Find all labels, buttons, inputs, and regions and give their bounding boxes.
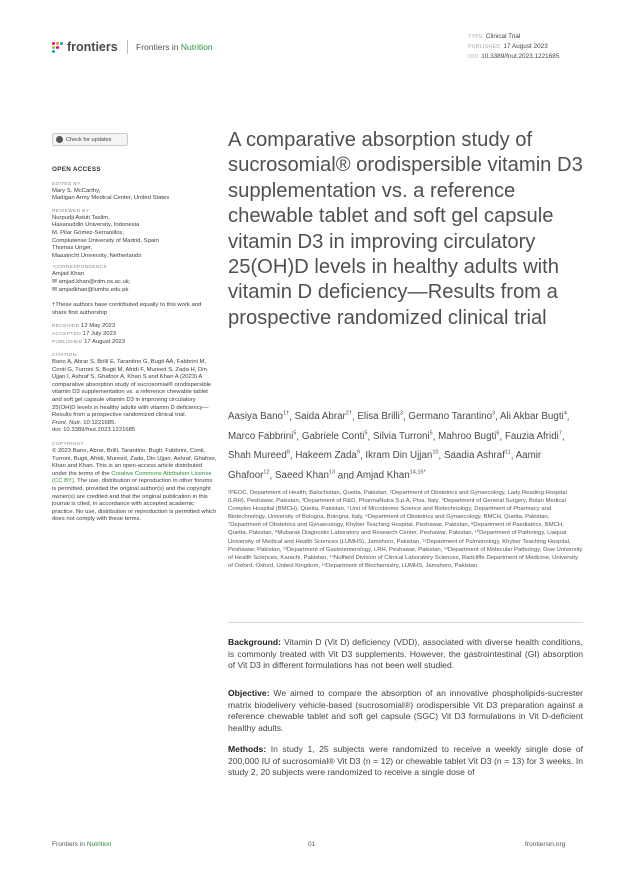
- published-date: 17 August 2023: [84, 338, 126, 345]
- author-affiliation-marker: 5: [429, 430, 433, 437]
- reviewer-affiliation: Maastricht University, Netherlands: [52, 252, 142, 259]
- footer-site-link[interactable]: frontiersin.org: [525, 841, 566, 848]
- sidebar-info: [52, 166, 217, 524]
- affiliations: ¹PEOC, Department of Health, Balochistan, Quetta, Pakistan, ²Department of Obstetrics and Gynaecology, Lady Reading Hospital (LRH), Peshawar, Pakistan, ³Department of R&D, PharmaNutra S.p.A, Pisa, Italy, ⁴Department of General Surgery, Bolan Medical Complex Hospital (BMCH), Quetta, Pakistan, ⁵Unit of Microbiome Science and Biotechnology, Department of Pharmacy and Biotechnology, University of Bologna, Bologna, Italy, ⁶Department of Obstetrics and Gynaecology, BMCH, Quetta, Pakistan, ⁷Department of Obstetrics and Gynaecology, Khyber Teaching Hospital, Peshawar, Pakistan, ⁸Department of Paediatrics, BMCH, Quetta, Pakistan, ⁹Mubarak Diagnostic Laboratory and Research Center, Peshawar, Pakistan, ¹⁰Department of Pathology, Liaquat University of Medical and Health Sciences (LUMHS), Jamshoro, Pakistan, ¹¹Department of Pulmonology, Khyber Teaching Hospital, Peshawar, Pakistan, ¹²Department of Gastroenterology, LRH, Peshawar, Pakistan, ¹³Department of Molecular Pathology, Dow University of Health Sciences, Karachi, Pakistan, ¹⁴Nuffield Division of Clinical Laboratory Sciences, Radcliffe Department of Medicine, University of Oxford, Oxford, United Kingdom, ¹⁵Department of Biochemistry, LUMHS, Jamshoro, Pakistan: [228, 490, 583, 569]
- email-link[interactable]: amjad.khan@rdm.ox.ac.uk;: [58, 278, 131, 285]
- abstract-objective: [228, 688, 583, 734]
- author-affiliation-marker: 8: [286, 450, 290, 457]
- reviewer-name: M. Pilar Gómez-Serranillos,: [52, 229, 125, 236]
- author-affiliation-marker: 13: [328, 469, 336, 476]
- author-name: Saeed Khan$^{13}$: [274, 469, 336, 481]
- email-link[interactable]: amjadkhan@lumhs.edu.pk: [58, 286, 129, 293]
- author-name: Germano Tarantino$^3$: [408, 411, 496, 423]
- footer-journal: [52, 841, 111, 848]
- author-affiliation-marker: 9: [356, 450, 360, 457]
- footer-journal-name: Nutrition: [86, 841, 112, 848]
- accepted-date: 17 July 2023: [82, 330, 117, 337]
- type-label: TYPE: [468, 34, 483, 40]
- edited-by-label: EDITED BY: [52, 181, 81, 187]
- header-divider: [127, 40, 128, 54]
- page-number: 01: [308, 841, 316, 848]
- doi-label: DOI: [468, 54, 479, 60]
- author-name: Aasiya Bano$^{1\dagger}$: [228, 411, 290, 423]
- reviewed-by-label: REVIEWED BY: [52, 208, 90, 214]
- author-name: Hakeem Zada$^9$: [295, 450, 360, 462]
- author-affiliation-marker: 5: [364, 430, 368, 437]
- doi[interactable]: [468, 53, 559, 60]
- received-label: RECEIVED: [52, 324, 80, 330]
- frontiers-logo-icon: [52, 42, 63, 53]
- author-name: Marco Fabbrini$^5$: [228, 430, 297, 442]
- cc-license-link[interactable]: Creative Commons Attribution License (CC BY).: [52, 470, 212, 485]
- reviewer-name: Thomas Unger,: [52, 245, 93, 252]
- author-affiliation-marker: 11: [504, 450, 511, 457]
- copyright-pre: © 2023 Bano, Abrar, Brilli, Tarantino, Bugti, Fabbrini, Conti, Turroni, Bugti, Afridi, Mureed, Zada, Din Ujjan, Ashraf, Ghafoor, Khan and Khan. This is an open-access article distributed under the terms of the: [52, 448, 217, 477]
- methods-label: Methods:: [228, 744, 267, 754]
- journal-title: Nutrition: [180, 42, 213, 52]
- citation-volume: 10:1221685.: [83, 419, 116, 426]
- update-icon: [56, 136, 63, 143]
- methods-text: In study 1, 25 subjects were randomized to receive a weekly single dose of 200,000 IU of sucrosomial® Vit D3 (n = 12) or chewable tablet Vit D3 (n = 13) for 3 weeks. In study 2, 20 subjects were randomized to receive a single dose of: [228, 744, 584, 777]
- divider: [228, 622, 583, 623]
- author-affiliation-marker: 12: [263, 469, 270, 476]
- author-list: Aasiya Bano$^{1\dagger}$, Saida Abrar$^{2\dagger}$, Elisa Brilli$^3$, Germano Tarantino$^3$, Ali Akbar Bugti$^4$, Marco Fabbrini$^5$, Gabriele Conti$^5$, Silvia Turroni$^5$, Mahroo Bugti$^6$, Fauzia Afridi$^7$, Shah Mureed$^8$, Hakeem Zada$^9$, Ikram Din Ujjan$^{10}$, Saadia Ashraf$^{11}$, Aamir Ghafoor$^{12}$, Saeed Khan$^{13}$ and Amjad Khan$^{14,15*}$: [228, 411, 570, 481]
- reviewer-affiliation: Complutense University of Madrid, Spain: [52, 237, 159, 244]
- journal-prefix: Frontiers in: [136, 42, 179, 52]
- copyright-post: The use, distribution or reproduction in other forums is permitted, provided the original author(s) and the copyright owner(s) are credited and that the original publication in this journal is cited, in accordance with accepted academic practice. No use, distribution or reproduction is permitted which does not comply with these terms.: [52, 478, 217, 523]
- objective-label: Objective:: [228, 688, 270, 698]
- author-and: and: [337, 469, 357, 481]
- author-name: Amjad Khan$^{14,15*}$: [356, 469, 426, 481]
- editor-name: Mary S. McCarthy,: [52, 187, 101, 194]
- published-label: PUBLISHED: [52, 339, 83, 345]
- author-name: Fauzia Afridi$^7$: [504, 430, 562, 442]
- journal-name[interactable]: [136, 42, 213, 52]
- copyright-text: [52, 448, 217, 524]
- published-value: 17 August 2023: [503, 43, 548, 50]
- author-name: Silvia Turroni$^5$: [373, 430, 433, 442]
- article-title: A comparative absorption study of sucrosomial® orodispersible vitamin D3 supplementation vs. a reference chewable tablet and soft gel capsule vitamin D3 in improving circulatory 25(OH)D levels in healthy adults with vitamin D deficiency—Results from a prospective randomized clinical trial: [228, 129, 583, 329]
- frontiers-logo[interactable]: [52, 40, 118, 54]
- citation-journal: Front. Nutr.: [52, 419, 82, 426]
- author-name: Gabriele Conti$^5$: [301, 430, 368, 442]
- correspondence-label: *CORRESPONDENCE: [52, 265, 108, 271]
- abstract-background: [228, 637, 583, 672]
- author-affiliation-marker: 6: [496, 430, 500, 437]
- correspondence-name: Amjad Khan: [52, 271, 85, 278]
- equal-contribution-note: †These authors have contributed equally to this work and share first authorship: [52, 302, 202, 316]
- author-name: Mahroo Bugti$^6$: [438, 430, 500, 442]
- article-type: [468, 33, 520, 40]
- background-label: Background:: [228, 637, 281, 647]
- published-date: [468, 43, 548, 50]
- author-affiliation-marker: 1†: [283, 411, 290, 417]
- author-name: Elisa Brilli$^3$: [357, 411, 403, 423]
- reviewer-name: Nurpudji Astuti Taslim,: [52, 214, 110, 221]
- author-name: Saida Abrar$^{2\dagger}$: [294, 411, 352, 423]
- check-updates-label: Check for updates: [66, 136, 112, 143]
- author-affiliation-marker: 3: [492, 411, 496, 417]
- citation-doi[interactable]: doi: 10.3389/fnut.2023.1221685: [52, 427, 136, 434]
- author-name: Aamir Ghafoor$^{12}$: [228, 450, 542, 481]
- accepted-label: ACCEPTED: [52, 331, 82, 337]
- abstract-methods: [228, 744, 583, 779]
- author-affiliation-marker: 10: [432, 450, 439, 457]
- objective-text: We aimed to compare the absorption of an innovative phospholipids-sucrester matrix biodelivery vehicle-based (sucrosomial®) orodispersible Vit D3 preparation against a reference chewable tablet and soft gel capsule (SGC) Vit D3 formulations in Vit D-deficient healthy adults.: [228, 688, 583, 733]
- published-label: PUBLISHED: [468, 44, 501, 50]
- author-affiliation-marker: 5: [293, 430, 297, 437]
- citation-text: Bano A, Abrar S, Brilli E, Tarantino G, Bugti AA, Fabbrini M, Conti G, Turroni S, Bugti M, Afridi F, Mureed S, Zada H, Din Ujjan I, Ashraf S, Ghafoor A, Khan S and Khan A (2023) A comparative absorption study of sucrosomial® orodispersible vitamin D3 supplementation vs. a reference chewable tablet and soft gel capsule vitamin D3 in improving circulatory 25(OH)D levels in healthy adults with vitamin D deficiency—Results from a prospective randomized clinical trial.: [52, 359, 212, 419]
- author-affiliation-marker: 7: [558, 430, 562, 437]
- mail-icon: ✉: [52, 286, 59, 293]
- author-affiliation-marker: 14,15*: [409, 469, 426, 476]
- type-value: Clinical Trial: [485, 33, 521, 40]
- check-for-updates-button[interactable]: [52, 133, 128, 146]
- background-text: Vitamin D (Vit D) deficiency (VDD), associated with diverse health conditions, is commonly treated with Vit D3 supplements. However, the gastrointestinal (GI) absorption of Vit D3 in different formulations has not been well studied.: [228, 637, 583, 670]
- author-name: Ali Akbar Bugti$^4$: [500, 411, 567, 423]
- citation-label: CITATION: [52, 353, 77, 359]
- copyright-label: COPYRIGHT: [52, 442, 84, 448]
- email-1[interactable]: [52, 279, 217, 287]
- author-name: Shah Mureed$^8$: [228, 450, 290, 462]
- open-access-label: OPEN ACCESS: [52, 166, 101, 173]
- email-2[interactable]: [52, 287, 217, 295]
- mail-icon: ✉: [52, 278, 59, 285]
- doi-value[interactable]: 10.3389/fnut.2023.1221685: [481, 53, 560, 60]
- editor-affiliation: Madigan Army Medical Center, United States: [52, 195, 170, 202]
- received-date: 12 May 2023: [81, 323, 116, 330]
- author-affiliation-marker: 3: [399, 411, 403, 417]
- author-affiliation-marker: 2†: [345, 411, 352, 417]
- footer-prefix: Frontiers in: [52, 841, 85, 848]
- author-name: Ikram Din Ujjan$^{10}$: [365, 450, 439, 462]
- author-name: Saadia Ashraf$^{11}$: [443, 450, 511, 462]
- reviewer-affiliation: Hasanuddin University, Indonesia: [52, 222, 140, 229]
- logo-text: frontiers: [67, 40, 118, 54]
- author-affiliation-marker: 4: [563, 411, 567, 417]
